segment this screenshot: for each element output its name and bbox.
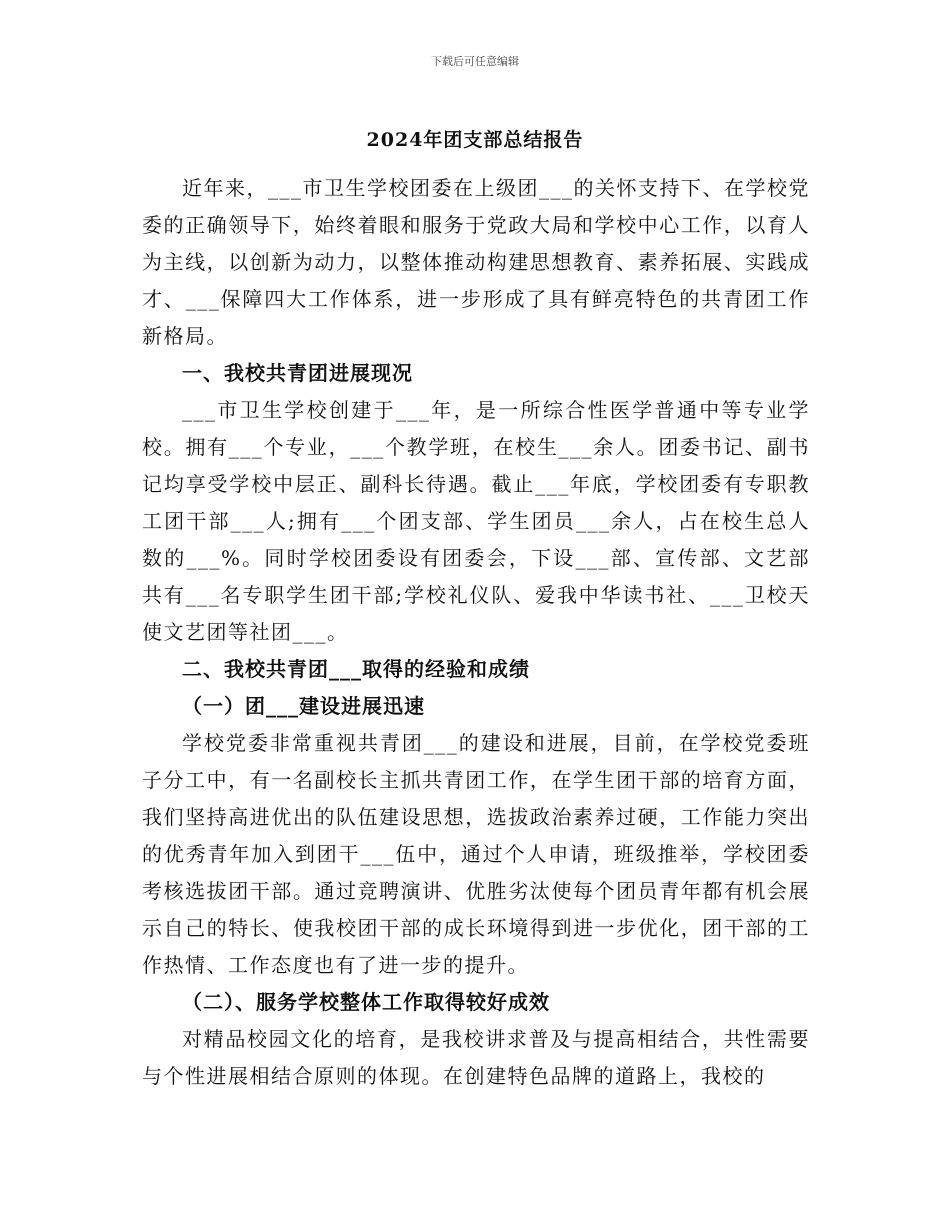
document-title: 2024年团支部总结报告 xyxy=(366,129,584,151)
document-body xyxy=(142,170,810,1095)
paragraph-status: ___市卫生学校创建于___年，是一所综合性医学普通中等专业学校。拥有___个专业，___个教学班，在校生___余人。团委书记、副书记均享受学校中层正、副科长待遇。截止___年底，学校团委有专职教工团干部___人;拥有___个团支部、学生团员___余人，占在校生总人数的___%。同时学校团委设有团委会，下设___部、宣传部、文艺部共有___名专职学生团干部;学校礼仪队、爱我中华读书社、___卫校天使文艺团等社团___。 xyxy=(142,398,810,644)
section-heading-1: 一、我校共青团进展现况 xyxy=(182,361,413,385)
subsection-heading-2: （二）、服务学校整体工作取得较好成效 xyxy=(182,990,550,1014)
header-note: 下载后可任意编辑 xyxy=(431,55,519,68)
paragraph-culture: 对精品校园文化的培育，是我校讲求普及与提高相结合，共性需要与个性进展相结合原则的体现。在创建特色品牌的道路上，我校的 xyxy=(142,1027,810,1088)
paragraph-team-building: 学校党委非常重视共青团___的建设和进展，目前，在学校党委班子分工中，有一名副校长主抓共青团工作，在学生团干部的培育方面，我们坚持高进优出的队伍建设思想，选拔政治素养过硬，工作能力突出的优秀青年加入到团干___伍中，通过个人申请，班级推举，学校团委考核选拔团干部。通过竞聘演讲、优胜劣汰使每个团员青年都有机会展示自己的特长、使我校团干部的成长环境得到进一步优化，团干部的工作热情、工作态度也有了进一步的提升。 xyxy=(142,731,810,977)
subsection-heading-1: （一）团___建设进展迅速 xyxy=(182,694,425,718)
paragraph-intro: 近年来，___市卫生学校团委在上级团___的关怀支持下、在学校党委的正确领导下，始终着眼和服务于党政大局和学校中心工作，以育人为主线，以创新为动力，以整体推动构建思想教育、素养拓展、实践成才、___保障四大工作体系，进一步形成了具有鲜亮特色的共青团工作新格局。 xyxy=(142,176,810,348)
section-heading-2: 二、我校共青团___取得的经验和成绩 xyxy=(182,657,530,681)
